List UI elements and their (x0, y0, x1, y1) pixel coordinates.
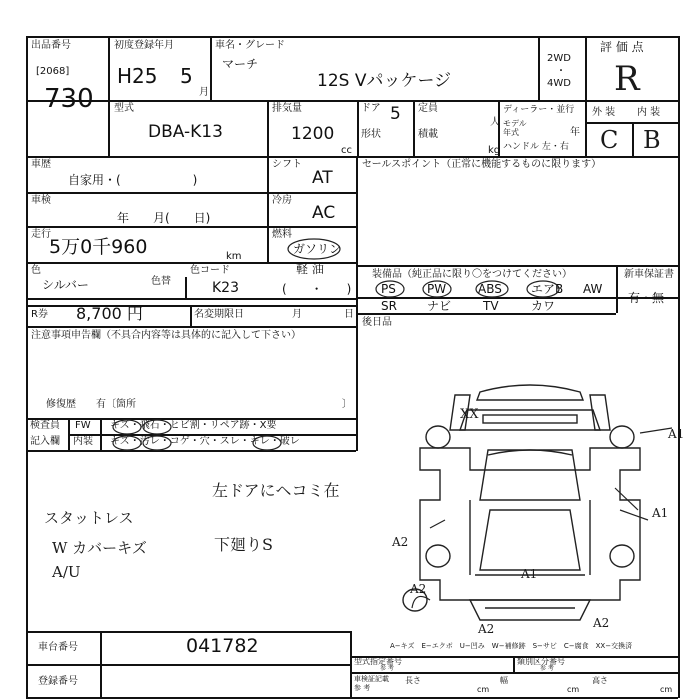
mileage-unit: km (226, 251, 242, 262)
handwritten-note-door-dent: 左ドアにヘコミ在 (212, 481, 340, 500)
equip-ps: PS (381, 282, 396, 296)
handle-label: ハンドル 左・右 (503, 142, 569, 152)
capacity-unit: 人 (490, 117, 500, 128)
displacement-label: 排気量 (272, 103, 302, 114)
interior-check-items: キズ・汚レ・コゲ・穴・スレ・キレ・破レ (110, 436, 300, 447)
usage-history-value: 自家用・( ) (68, 173, 198, 187)
handwritten-note-wheel-cover: W カバーキズ (52, 539, 147, 557)
drive-2wd: 2WD (547, 53, 571, 64)
color-code-label: 色コード (190, 265, 230, 276)
classification-ref: 参 考 (540, 665, 554, 672)
mileage-label: 走行 (31, 229, 51, 240)
interior-score: B (643, 126, 661, 154)
sales-point-label: セールスポイント（正常に機能するものに限ります） (362, 159, 602, 170)
first-registration-label: 初度登録年月 (114, 40, 174, 51)
equip-airbag: エアB (531, 282, 564, 296)
inspector-label-1: 検査員 (30, 420, 60, 431)
equip-navi: ナビ (427, 299, 452, 313)
inspector-label-2: 記入欄 (30, 436, 60, 447)
recycle-label: R券 (31, 309, 48, 320)
length-unit: cm (477, 685, 490, 694)
repair-history-close: 〕 (342, 399, 352, 410)
capacity-label: 定員 (418, 103, 438, 114)
width-label: 幅 (500, 676, 508, 685)
dealer-label: ディーラー・並行 (503, 105, 575, 115)
notes-label: 注意事項申告欄（不具合内容等は具体的に記入して下さい） (31, 330, 301, 341)
color-change-label: 色替 (151, 276, 171, 287)
equip-pw: PW (427, 282, 447, 296)
damage-legend: A−キズ E−エクボ U−凹み W−補修跡 S−サビ C−腐食 XX−交換済 (390, 642, 633, 650)
lot-number: 730 (44, 84, 94, 114)
damage-mark-a2-left: A2 (392, 535, 409, 549)
body-shape-label: 形状 (361, 129, 381, 140)
car-name: マーチ (222, 57, 259, 71)
chassis-number-label: 車台番号 (38, 642, 78, 653)
displacement-unit: cc (341, 145, 352, 156)
ac-value: AC (312, 203, 336, 223)
door-label: ドア (361, 103, 381, 114)
width-unit: cm (567, 685, 580, 694)
name-change-day: 日 (344, 309, 354, 320)
fw-label: FW (75, 420, 91, 431)
warranty-value: 有・無 (628, 291, 665, 305)
warranty-label: 新車保証書 (624, 269, 674, 280)
name-change-label: 名変期限日 (194, 309, 244, 320)
length-label: 長さ (405, 676, 421, 685)
height-label: 高さ (592, 676, 608, 685)
load-label: 積載 (418, 129, 438, 140)
recycle-value: 8,700 円 (76, 304, 143, 323)
interior-check-label: 内装 (73, 436, 93, 447)
color-label: 色 (31, 265, 41, 276)
car-name-label: 車名・グレード (215, 40, 285, 51)
fuel-other: ( ・ ) (282, 282, 352, 296)
repair-history-label: 修復歴 有〔箇所 (46, 399, 136, 410)
fw-items: キズ・飛石・ヒビ割・リペア跡・X要 (110, 420, 277, 431)
exterior-score: C (600, 126, 619, 154)
type-designation-ref: 参 考 (380, 665, 394, 672)
inspection-value: 年 月( 日) (117, 211, 211, 225)
year-unit: 年 (570, 127, 580, 138)
shift-value: AT (312, 168, 333, 188)
mileage-value: 5万0千960 (49, 236, 148, 258)
drive-4wd: 4WD (547, 78, 571, 89)
classification-label: 類別区分番号 (517, 657, 565, 666)
handwritten-note-au: A/U (52, 563, 81, 581)
ac-label: 冷房 (272, 195, 292, 206)
door-count: 5 (390, 104, 401, 124)
damage-mark-a1-rear: A1 (668, 427, 685, 441)
damage-mark-a2-front-right: A2 (593, 616, 610, 630)
fuel-label: 燃料 (272, 229, 292, 240)
grade: 12S Vパッケージ (317, 71, 452, 91)
color-code: K23 (212, 280, 239, 296)
damage-mark-a1-hood: A1 (521, 567, 538, 581)
month-unit: 月 (199, 87, 209, 98)
drive-separator: ・ (556, 66, 566, 77)
handwritten-note-studless: スタットレス (44, 509, 134, 527)
damage-mark-a2-front: A2 (478, 622, 495, 636)
inspection-label: 車検 (31, 195, 51, 206)
equip-abs: ABS (478, 282, 502, 296)
model-label: 型式 (114, 103, 134, 114)
equip-aw: AW (583, 282, 603, 296)
interior-label: 内 装 (637, 107, 661, 118)
equip-sr: SR (381, 299, 397, 313)
color-value: シルバー (42, 278, 89, 292)
evaluation-score: R (614, 59, 640, 99)
lot-number-label: 出品番号 (31, 40, 71, 51)
exterior-label: 外 装 (592, 107, 616, 118)
damage-mark-a2-front-left: A2 (410, 582, 427, 596)
lot-prefix: [2068] (36, 66, 70, 77)
shift-label: シフト (272, 159, 302, 170)
load-unit: kg (488, 145, 501, 156)
handwritten-note-underbody: 下廻りS (214, 535, 273, 554)
equip-tv: TV (483, 299, 499, 313)
size-ref-label: 車検証記載 参 考 (354, 675, 389, 692)
registration-month: 5 (180, 64, 193, 88)
displacement-value: 1200 (291, 124, 335, 144)
usage-history-label: 車歴 (31, 159, 51, 170)
model-code: DBA-K13 (148, 122, 223, 142)
name-change-month: 月 (292, 309, 302, 320)
fuel-gasoline: ガソリン (293, 242, 342, 256)
chassis-number: 041782 (186, 635, 259, 657)
fuel-diesel: 軽 油 (296, 262, 324, 276)
registration-era-year: H25 (117, 64, 158, 88)
evaluation-label: 評 価 点 (600, 40, 644, 54)
damage-mark-a1-side: A1 (652, 506, 669, 520)
later-items-label: 後日品 (362, 317, 392, 328)
equipment-label: 装備品（純正品に限り〇をつけてください） (372, 269, 572, 280)
type-designation-label: 型式指定番号 (354, 657, 402, 666)
damage-mark-xx: XX (460, 407, 479, 422)
registration-number-label: 登録番号 (38, 676, 78, 687)
model-year-label: モデル 年式 (503, 119, 527, 137)
height-unit: cm (660, 685, 673, 694)
equip-leather: カワ (531, 299, 556, 313)
